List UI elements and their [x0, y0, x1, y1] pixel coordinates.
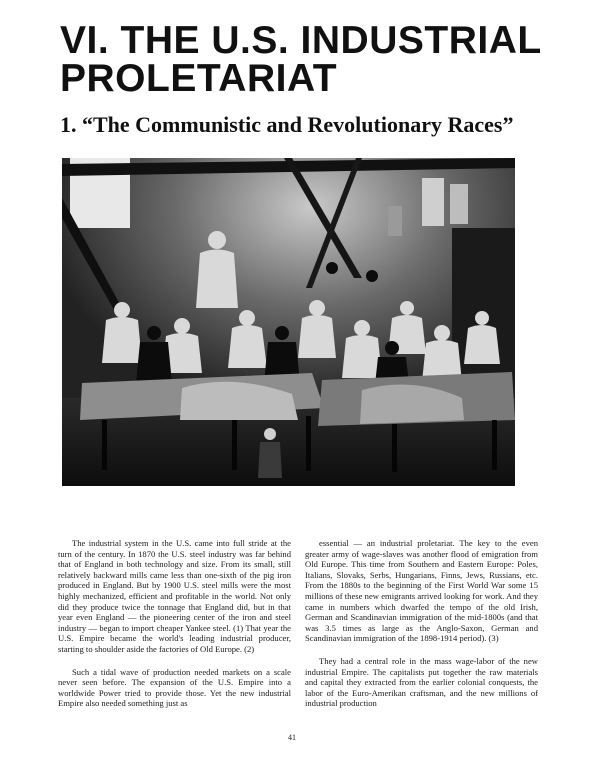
paragraph: The industrial system in the U.S. came into full stride at the turn of the century. In 1870 the U.S. steel industry was far behind that of England in both technology and size. From its small, still relatively backward mills came less than one-sixth of the pig iron produced in England. But by 1900 U.S. steel mills were the most highly mechanized, efficient and profitable in the world. Not only did they produce twice the tonnage that England did, but in that year even England — the pioneering center of the iron and steel industry — began to import cheaper Yankee steel. (1) That year the U.S. Empire became the world's leading industrial producer, starting to shoulder aside the factories of Old Europe. (2): [58, 538, 291, 654]
paragraph: essential — an industrial proletariat. The key to the even greater army of wage-slaves was another flood of emigration from Old Europe. This time from Southern and Eastern Europe: Poles, Italians, Slovaks, Serbs, Hungarians, Finns, Jews, Russians, etc. From the 1880s to the beginning of the First World War some 15 millions of these new emigrants arrived looking for work. And they came in numbers which dwarfed the tempo of the old Irish, German and Scandinavian immigration of the mid-1800s (and that was 3.5 times as large as the Anglo-Saxon, German and Scandinavian immigration of the 1898-1914 period). (3): [305, 538, 538, 644]
body-text-left-column: [58, 538, 291, 709]
page-number: 41: [288, 733, 296, 742]
body-text-right-column: [305, 538, 538, 709]
factory-workers-photo: [62, 158, 515, 486]
paragraph: Such a tidal wave of production needed markets on a scale never seen before. The expansion of the U.S. Empire into a worldwide Power tried to provide those. Yet the new industrial Empire also needed something just as: [58, 666, 291, 709]
chapter-title: VI. THE U.S. INDUSTRIAL PROLETARIAT: [60, 19, 541, 100]
paragraph: They had a central role in the mass wage-labor of the new industrial Empire. The capitalists put together the raw materials and capital they extracted from the earlier colonial conquests, the labor of the Euro-Amerikan craftsman, and the new millions of industrial production: [305, 655, 538, 709]
section-subtitle: 1. “The Communistic and Revolutionary Races”: [60, 112, 514, 137]
